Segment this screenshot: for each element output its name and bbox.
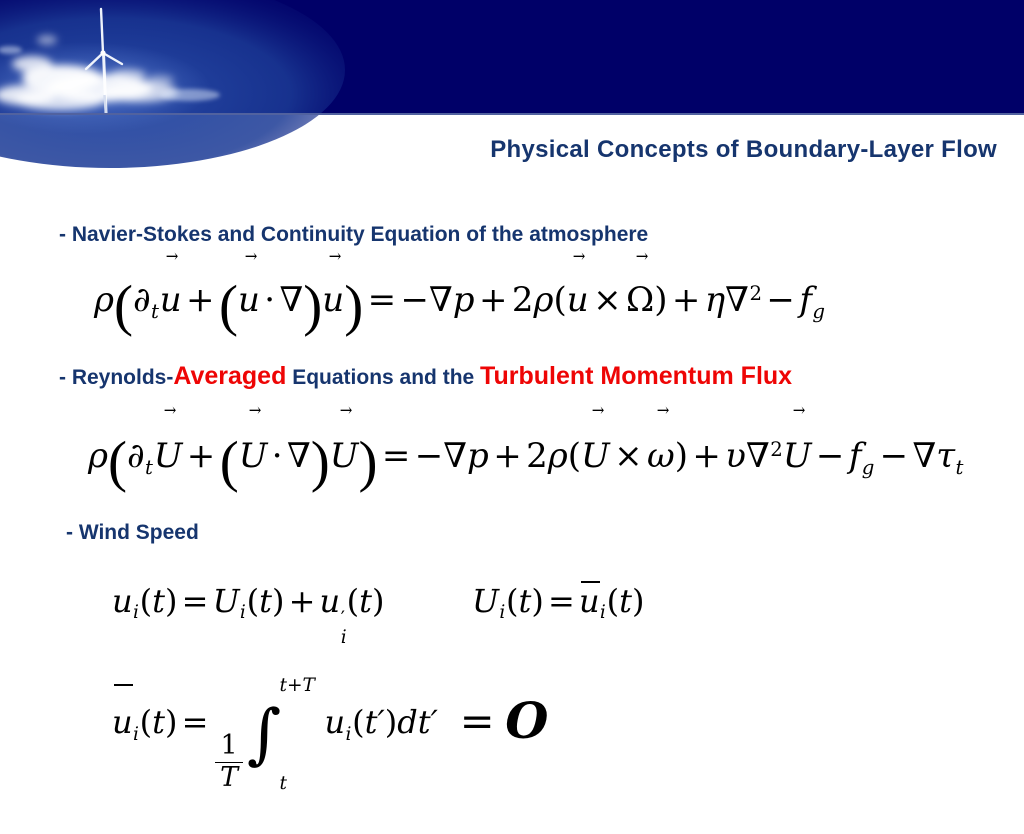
heading-segment: Turbulent Momentum Flux	[480, 362, 793, 390]
header-divider-line	[0, 113, 1024, 115]
slide-title: Physical Concepts of Boundary-Layer Flow	[490, 136, 997, 163]
equation-reynolds-averaged: $\rho(\partial_t$ → U +( → U · ∇) → U) = −∇p + 2ρ( → U × → ω) + υ∇$^2$ → $U - f_g - \nabla\tau_t$	[88, 401, 964, 494]
equation-navier-stokes: $\rho(\partial_t$ → u +( → u · ∇) → u) = −∇p + 2ρ( → u × → $\Omega) + \eta\nabla^2 - f_g$	[94, 247, 825, 338]
heading-segment: - Reynolds-	[59, 366, 174, 389]
heading-reynolds-averaged	[59, 362, 792, 391]
heading-wind-speed: - Wind Speed	[66, 521, 199, 544]
turbine-hub	[100, 50, 105, 55]
heading-navier-stokes: - Navier-Stokes and Continuity Equation of the atmosphere	[59, 223, 649, 246]
wind-turbine-photo	[0, 0, 1024, 113]
heading-segment: Equations and the	[286, 366, 481, 389]
equation-wind-speed-decomposition: $u_i(t) = U_i(t) + u$ ′ i (t)	[112, 582, 385, 648]
heading-segment: Averaged	[173, 362, 287, 390]
equation-time-average: u $_i$(t) = $\frac{1}{T}$ ∫ t+T t $u_i(t')dt' = O$	[112, 674, 549, 794]
tower-base	[105, 95, 107, 113]
equation-mean-wind-definition: $U_i(t) = u$ $_i$(t)	[472, 582, 645, 624]
header-band	[0, 0, 1024, 113]
